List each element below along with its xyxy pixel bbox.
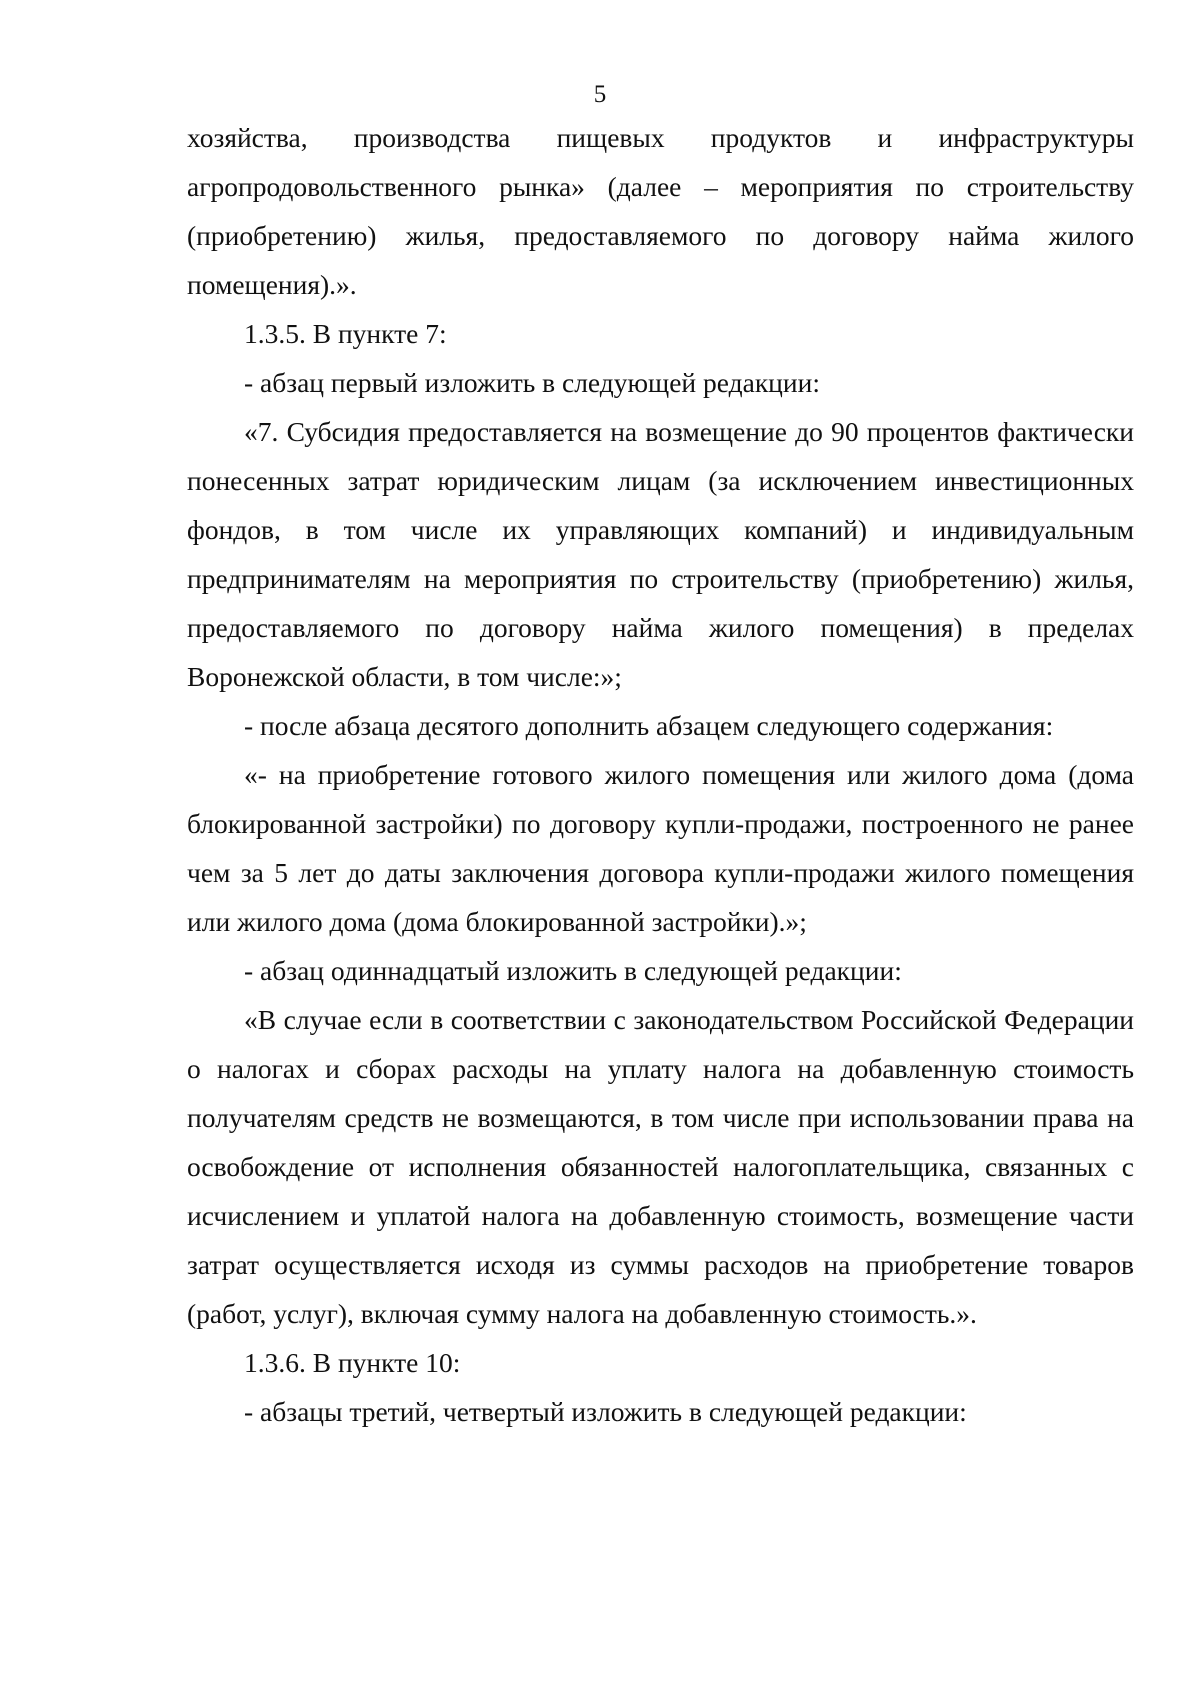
page-number: 5 — [593, 81, 607, 108]
instruction-paragraph: - абзацы третий, четвертый изложить в следующей редакции: — [244, 1396, 967, 1427]
paragraph-continuation: хозяйства, производства пищевых продуктов и инфраструктуры агропродовольственного рынка» (далее – мероприятия по строительству (приобретению) жилья, предоставляемого по договору найма жилого помещения).». — [187, 122, 1134, 300]
instruction-paragraph: - после абзаца десятого дополнить абзацем следующего содержания: — [244, 710, 1054, 741]
instruction-paragraph: - абзац первый изложить в следующей редакции: — [244, 367, 820, 398]
quoted-paragraph: «В случае если в соответствии с законодательством Российской Федерации о налогах и сборах расходы на уплату налога на добавленную стоимость получателям средств не возмещаются, в том числе при использовании права на освобождение от исполнения обязанностей налогоплательщика, связанных с исчислением и уплатой налога на добавленную стоимость, возмещение части затрат осуществляется исходя из суммы расходов на приобретение товаров (работ, услуг), включая сумму налога на добавленную стоимость.». — [187, 1004, 1134, 1329]
quoted-paragraph: «- на приобретение готового жилого помещения или жилого дома (дома блокированной застройки) по договору купли-продажи, построенного не ранее чем за 5 лет до даты заключения договора купли-продажи жилого помещения или жилого дома (дома блокированной застройки).»; — [187, 759, 1134, 937]
clause-heading-1-3-5: 1.3.5. В пункте 7: — [244, 318, 447, 349]
clause-heading-1-3-6: 1.3.6. В пункте 10: — [244, 1347, 461, 1378]
quoted-paragraph: «7. Субсидия предоставляется на возмещение до 90 процентов фактически понесенных затрат юридическим лицам (за исключением инвестиционных фондов, в том числе их управляющих компаний) и индивидуальным предпринимателям на мероприятия по строительству (приобретению) жилья, предоставляемого по договору найма жилого помещения) в пределах Воронежской области, в том числе:»; — [187, 416, 1134, 692]
instruction-paragraph: - абзац одиннадцатый изложить в следующей редакции: — [244, 955, 902, 986]
document-body — [187, 113, 1134, 1436]
